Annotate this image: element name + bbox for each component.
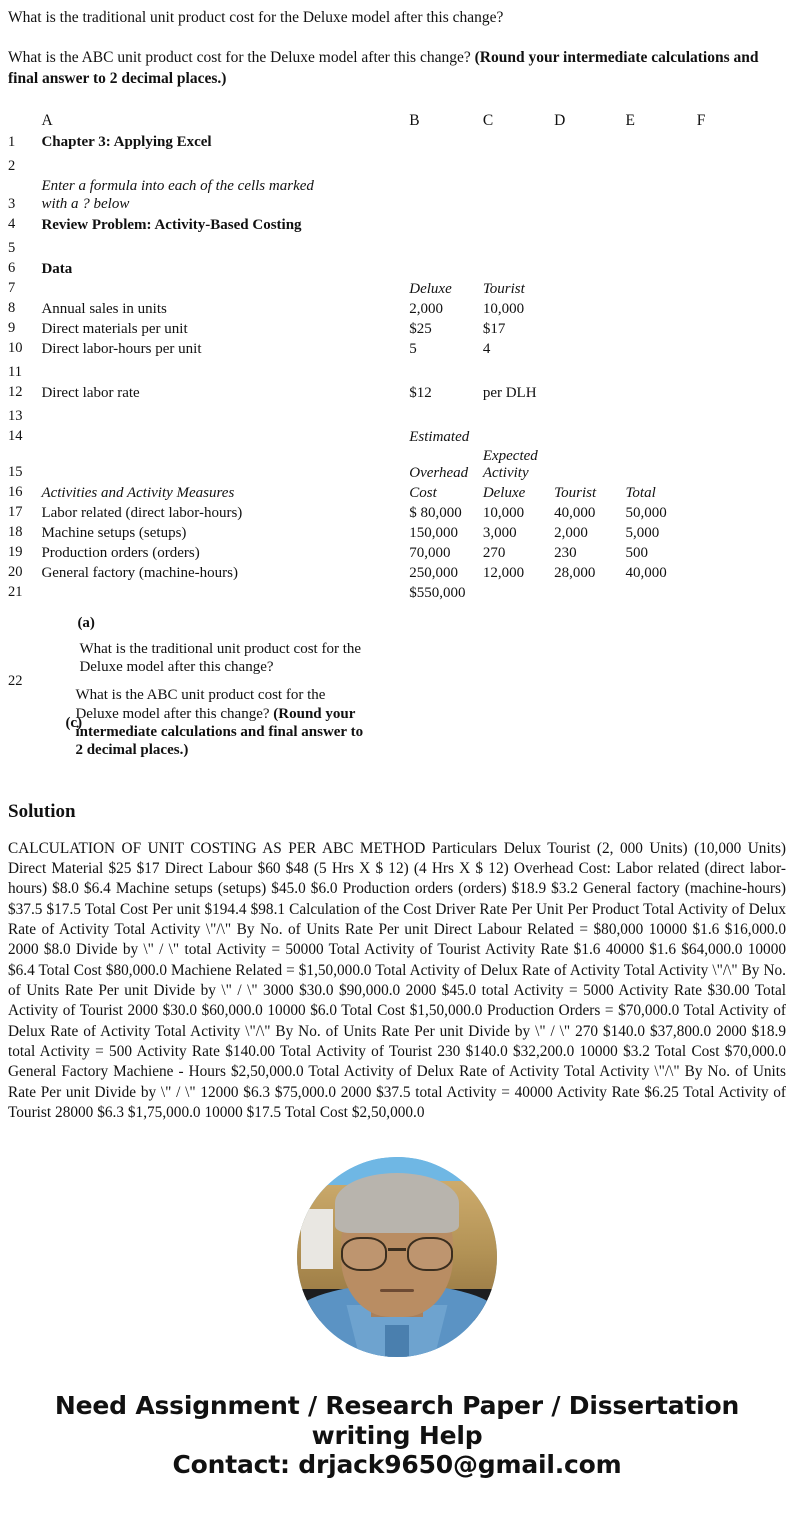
cell-d-text: 40,000: [554, 504, 596, 521]
cell-c-text: $17: [482, 320, 506, 337]
cell-f[interactable]: [697, 176, 786, 215]
cell-a[interactable]: [41, 523, 409, 543]
cell-a[interactable]: [41, 235, 409, 259]
cell-b[interactable]: [409, 447, 483, 483]
cell-b-text: 250,000: [409, 564, 458, 581]
question-c-plain: What is the ABC unit product cost for the Deluxe model after this change?: [75, 687, 326, 722]
cell-f[interactable]: [697, 132, 786, 152]
cell-f[interactable]: [697, 447, 786, 483]
cell-e[interactable]: [625, 383, 696, 403]
cell-e[interactable]: [625, 152, 696, 176]
sheet-row: [8, 563, 786, 583]
cell-b[interactable]: [409, 583, 483, 603]
cell-a[interactable]: [41, 359, 409, 383]
cell-a[interactable]: [41, 132, 409, 152]
cell-b-text: Overhead: [409, 464, 469, 481]
cell-b-text: $25: [409, 320, 432, 337]
cell-f[interactable]: [697, 383, 786, 403]
solution-heading: Solution: [8, 800, 76, 822]
intro-question-traditional: What is the traditional unit product cost for the Deluxe model after this change?: [8, 9, 504, 26]
cell-b[interactable]: [409, 523, 483, 543]
cell-f[interactable]: [697, 427, 786, 447]
cell-b-text: 5: [409, 340, 417, 357]
row-number: 14: [8, 428, 23, 445]
sheet-row: [8, 403, 786, 427]
cell-c[interactable]: [483, 523, 554, 543]
cell-b[interactable]: [409, 383, 483, 403]
cell-b-text: $12: [409, 384, 432, 401]
cell-e[interactable]: [625, 403, 696, 427]
cell-d[interactable]: [554, 319, 625, 339]
row-number: 4: [8, 216, 16, 233]
cell-a-questions[interactable]: [41, 603, 786, 761]
cell-b[interactable]: [409, 279, 483, 299]
cell-f[interactable]: [697, 583, 786, 603]
row-number: 7: [8, 280, 16, 297]
cell-c[interactable]: [483, 319, 554, 339]
sheet-row: [8, 235, 786, 259]
cell-b-text: Estimated: [409, 428, 470, 445]
question-c-emphasis: (Round your intermediate calculations and final answer to 2 decimal places.): [75, 705, 364, 759]
cell-c-text: Tourist: [482, 280, 525, 297]
cell-f[interactable]: [697, 299, 786, 319]
cell-a[interactable]: [41, 427, 409, 447]
avatar-eyeglass-left: [341, 1237, 387, 1271]
cell-a[interactable]: [41, 299, 409, 319]
cell-d[interactable]: [554, 583, 625, 603]
cell-a-text: Activities and Activity Measures: [41, 484, 235, 501]
cell-b[interactable]: [409, 359, 483, 383]
cell-e-text: 40,000: [625, 564, 667, 581]
cell-b[interactable]: [409, 215, 483, 235]
cell-d[interactable]: [554, 215, 625, 235]
sheet-row: [8, 543, 786, 563]
excel-sheet: [8, 111, 786, 760]
cell-e[interactable]: [625, 259, 696, 279]
cell-f[interactable]: [697, 503, 786, 523]
row-number: 12: [8, 384, 23, 401]
cell-c[interactable]: [483, 447, 554, 483]
cell-c[interactable]: [483, 215, 554, 235]
cell-d[interactable]: [554, 543, 625, 563]
row-number: 2: [8, 157, 16, 174]
sheet-row: [8, 583, 786, 603]
cell-a[interactable]: [41, 259, 409, 279]
cell-f[interactable]: [697, 339, 786, 359]
cell-a-text: Data: [41, 260, 73, 277]
avatar-mouth: [380, 1289, 414, 1292]
cell-d[interactable]: [554, 176, 625, 215]
cell-a[interactable]: [41, 152, 409, 176]
cell-e[interactable]: [625, 279, 696, 299]
cell-c-text: 3,000: [482, 524, 517, 541]
cell-a[interactable]: [41, 403, 409, 427]
cell-a[interactable]: [41, 563, 409, 583]
promo-footer: [8, 1391, 786, 1500]
cell-c-text: per DLH: [482, 384, 537, 401]
cell-a[interactable]: [41, 483, 409, 503]
cell-a-text: Labor related (direct labor-hours): [41, 504, 243, 521]
sheet-row: [8, 447, 786, 483]
cell-d-text: 28,000: [554, 564, 596, 581]
sheet-row: [8, 215, 786, 235]
cell-b[interactable]: [409, 259, 483, 279]
sheet-row: [8, 427, 786, 447]
cell-b[interactable]: [409, 427, 483, 447]
corner-cell: [8, 111, 41, 132]
cell-e[interactable]: [625, 359, 696, 383]
sheet-row: [8, 152, 786, 176]
cell-a-text: General factory (machine-hours): [41, 564, 239, 581]
sheet-row: [8, 319, 786, 339]
sheet-row: [8, 383, 786, 403]
cell-f[interactable]: [697, 563, 786, 583]
cell-f[interactable]: [697, 259, 786, 279]
cell-f[interactable]: [697, 215, 786, 235]
cell-d[interactable]: [554, 359, 625, 383]
cell-b-text: $550,000: [409, 584, 466, 601]
cell-b[interactable]: [409, 339, 483, 359]
column-header-f: F: [696, 112, 706, 130]
cell-d[interactable]: [554, 235, 625, 259]
row-number: 22: [8, 672, 23, 689]
question-c-label: (c): [65, 714, 83, 731]
sheet-row: [8, 176, 786, 215]
cell-d[interactable]: [554, 383, 625, 403]
avatar-background-panel: [301, 1209, 333, 1269]
cell-a[interactable]: [41, 339, 409, 359]
cell-b-text: 150,000: [409, 524, 458, 541]
cell-c[interactable]: [483, 583, 554, 603]
column-header-e: E: [625, 112, 635, 130]
sheet-row: [8, 132, 786, 152]
cell-c[interactable]: [483, 503, 554, 523]
cell-b[interactable]: [409, 543, 483, 563]
cell-f[interactable]: [697, 319, 786, 339]
row-number: 16: [8, 484, 23, 501]
cell-a-text: Machine setups (setups): [41, 524, 187, 541]
row-number: 10: [8, 340, 23, 357]
cell-c[interactable]: [483, 152, 554, 176]
cell-b[interactable]: [409, 483, 483, 503]
cell-d[interactable]: [554, 483, 625, 503]
portrait-container: [8, 1157, 786, 1357]
cell-e[interactable]: [625, 176, 696, 215]
cell-a-text: Chapter 3: Applying Excel: [41, 133, 212, 150]
cell-d[interactable]: [554, 427, 625, 447]
promo-line-1: Need Assignment / Research Paper / Dissertation: [54, 1391, 740, 1421]
sheet-row: [8, 339, 786, 359]
cell-b[interactable]: [409, 176, 483, 215]
cell-e[interactable]: [625, 339, 696, 359]
cell-c-text: Deluxe: [482, 484, 526, 501]
cell-c[interactable]: [483, 176, 554, 215]
cell-c[interactable]: [483, 427, 554, 447]
cell-b-text: 2,000: [409, 300, 443, 317]
cell-e[interactable]: [625, 483, 696, 503]
cell-c[interactable]: [483, 483, 554, 503]
instructor-avatar: [297, 1157, 497, 1357]
cell-c[interactable]: [483, 563, 554, 583]
sheet-row: [8, 259, 786, 279]
cell-d[interactable]: [554, 339, 625, 359]
row-number: 15: [8, 464, 23, 481]
cell-a-text: Production orders (orders): [41, 544, 200, 561]
cell-c[interactable]: [483, 259, 554, 279]
cell-f[interactable]: [697, 403, 786, 427]
cell-e[interactable]: [625, 583, 696, 603]
row-number: 1: [8, 133, 16, 150]
cell-d[interactable]: [554, 259, 625, 279]
cell-d-text: 2,000: [554, 524, 588, 541]
avatar-eyeglass-bridge: [388, 1248, 406, 1251]
sheet-column-header-row: [8, 111, 786, 132]
cell-c-text: 270: [482, 544, 506, 561]
row-number: 18: [8, 524, 23, 541]
sheet-row: [8, 523, 786, 543]
cell-c[interactable]: [483, 359, 554, 383]
cell-e[interactable]: [625, 132, 696, 152]
cell-e[interactable]: [625, 427, 696, 447]
avatar-eyeglass-right: [407, 1237, 453, 1271]
cell-c[interactable]: [483, 279, 554, 299]
row-number: 21: [8, 584, 23, 601]
avatar-hair: [335, 1173, 459, 1233]
cell-c-text: 4: [482, 340, 491, 357]
cell-f[interactable]: [697, 543, 786, 563]
sheet-row: [8, 299, 786, 319]
cell-b[interactable]: [409, 152, 483, 176]
cell-c[interactable]: [483, 235, 554, 259]
cell-a-text: Annual sales in units: [41, 300, 167, 317]
cell-b-text: 70,000: [409, 544, 451, 561]
cell-d[interactable]: [554, 523, 625, 543]
cell-d[interactable]: [554, 132, 625, 152]
cell-d[interactable]: [554, 563, 625, 583]
cell-b[interactable]: [409, 299, 483, 319]
row-number: 20: [8, 564, 23, 581]
cell-d[interactable]: [554, 152, 625, 176]
question-a-label: (a): [77, 614, 95, 631]
column-header-b: B: [409, 112, 420, 130]
cell-a-text: Direct labor-hours per unit: [41, 340, 202, 357]
cell-c-text: 12,000: [482, 564, 525, 581]
cell-e-text: 500: [625, 544, 648, 561]
cell-e[interactable]: [625, 319, 696, 339]
column-header-a: A: [41, 112, 53, 130]
cell-b[interactable]: [409, 235, 483, 259]
cell-a-text: Direct materials per unit: [41, 320, 188, 337]
cell-e-text: 50,000: [625, 504, 667, 521]
cell-b-text: Deluxe: [409, 280, 452, 297]
intro-question-abc: [8, 28, 786, 89]
column-header-d: D: [554, 112, 566, 130]
cell-b[interactable]: [409, 503, 483, 523]
cell-a[interactable]: [41, 279, 409, 299]
cell-b[interactable]: [409, 132, 483, 152]
cell-e[interactable]: [625, 523, 696, 543]
row-number: 6: [8, 260, 16, 277]
sheet-row: [8, 503, 786, 523]
cell-a[interactable]: [41, 383, 409, 403]
cell-d[interactable]: [554, 503, 625, 523]
sheet-row: [8, 359, 786, 383]
cell-e[interactable]: [625, 563, 696, 583]
cell-e-text: 5,000: [625, 524, 660, 541]
sheet-row-questions: [8, 603, 786, 761]
row-number: 8: [8, 300, 16, 317]
row-number: 5: [8, 240, 16, 257]
cell-c[interactable]: [483, 132, 554, 152]
cell-d-text: 230: [554, 544, 577, 561]
cell-a-text: Direct labor rate: [41, 384, 140, 401]
cell-d[interactable]: [554, 403, 625, 427]
intro-question-abc-text: What is the ABC unit product cost for the Deluxe model after this change?: [8, 49, 475, 67]
cell-e[interactable]: [625, 503, 696, 523]
promo-line-2: writing Help: [311, 1420, 483, 1450]
cell-f[interactable]: [697, 523, 786, 543]
cell-c-text: Expected Activity: [482, 447, 538, 481]
cell-d-text: Tourist: [554, 484, 597, 501]
cell-d[interactable]: [554, 279, 625, 299]
cell-f[interactable]: [697, 279, 786, 299]
cell-b-text: Cost: [409, 484, 437, 501]
sheet-body: [8, 132, 786, 761]
avatar-tie: [385, 1325, 409, 1357]
cell-e[interactable]: [625, 447, 696, 483]
cell-c[interactable]: [483, 383, 554, 403]
cell-a[interactable]: [41, 176, 409, 215]
row-number: 17: [8, 504, 23, 521]
cell-e[interactable]: [625, 215, 696, 235]
sheet-row: [8, 483, 786, 503]
cell-c-text: 10,000: [482, 504, 525, 521]
cell-a[interactable]: [41, 503, 409, 523]
cell-c[interactable]: [483, 339, 554, 359]
cell-a[interactable]: [41, 543, 409, 563]
row-number: 19: [8, 544, 23, 561]
question-a-text: What is the traditional unit product cost for the Deluxe model after this change?: [79, 640, 362, 676]
cell-b[interactable]: [409, 403, 483, 427]
promo-line-3: Contact: drjack9650@gmail.com: [172, 1450, 622, 1480]
cell-a[interactable]: [41, 583, 409, 603]
cell-a[interactable]: [41, 447, 409, 483]
cell-a-text: Enter a formula into each of the cells marked with a ? below: [41, 177, 314, 213]
row-number: 11: [8, 364, 22, 381]
row-number: 13: [8, 408, 23, 425]
sheet-row: [8, 279, 786, 299]
cell-a-text: Review Problem: Activity-Based Costing: [41, 216, 302, 233]
column-header-c: C: [482, 112, 494, 130]
row-number: 3: [8, 196, 16, 213]
intro-question-abc-emphasis: (Round your intermediate calculations and final answer to 2 decimal places.): [8, 49, 759, 87]
row-number: 9: [8, 320, 16, 337]
cell-e[interactable]: [625, 235, 696, 259]
cell-b-text: $ 80,000: [409, 504, 462, 521]
solution-text: CALCULATION OF UNIT COSTING AS PER ABC METHOD Particulars Delux Tourist (2, 000 Units) (10,000 Units) Direct Material $25 $17 Direct Labour $60 $48 (5 Hrs X $ 12) (4 Hrs X $ 12) Overhead Cost: Labor related (direct labor-hours) $8.0 $6.4 Machine setups (setups) $45.0 $6.0 Production orders (orders) $18.9 $3.2 General factory (machine-hours) $37.5 $17.5 Total Cost Per unit $194.4 $98.1 Calculation of the Cost Driver Rate Per Unit Per Product Total Activity of Delux Rate of Activity Total Activity \"/\" By No. of Units Rate Per unit Direct Labour Related = $80,000 10000 $1.6 $16,000.0 2000 $8.0 Divide by \" / \" total Activity = 50000 Total Activity of Tourist Activity Rate $1.6 40000 $1.6 $64,000.0 10000 $6.4 Total Cost $80,000.0 Machiene Related = $1,50,000.0 Total Activity of Delux Rate of Activity Total Activity \"/\" By No. of Units Rate Per unit Divide by \" / \" 3000 $30.0 $90,000.0 2000 $45.0 total Activity = 5000 Activity Rate $30.00 Total Activity of Tourist 2000 $30.0 $60,000.0 10000 $6.0 Total Cost $1,50,000.0 Production Orders = $70,000.0 Total Activity of Delux Rate of Activity Total Activity \"/\" By No. of Units Rate Per unit Divide by \" / \" 270 $140.0 $37,800.0 2000 $18.9 total Activity = 500 Activity Rate $140.00 Total Activity of Tourist 230 $140.0 $32,200.0 10000 $3.2 Total Cost $70,000.0 General Factory Machiene - Hours $2,50,000.0 Total Activity of Delux Rate of Activity Total Activity \"/\" By No. of Units Rate Per unit Divide by \" / \" 12000 $6.3 $75,000.0 2000 $37.5 total Activity = 40000 Activity Rate $6.25 Total Activity of Tourist 28000 $6.3 $1,75,000.0 10000 $17.5 Total Cost $2,50,000.0: [8, 839, 786, 1121]
cell-c-text: 10,000: [482, 300, 525, 317]
cell-d[interactable]: [554, 299, 625, 319]
cell-b[interactable]: [409, 563, 483, 583]
cell-e[interactable]: [625, 299, 696, 319]
cell-d[interactable]: [554, 447, 625, 483]
cell-b[interactable]: [409, 319, 483, 339]
cell-f[interactable]: [697, 483, 786, 503]
cell-a[interactable]: [41, 215, 409, 235]
cell-c[interactable]: [483, 403, 554, 427]
cell-f[interactable]: [697, 152, 786, 176]
cell-e-text: Total: [625, 484, 656, 501]
cell-f[interactable]: [697, 359, 786, 383]
cell-c[interactable]: [483, 299, 554, 319]
cell-c[interactable]: [483, 543, 554, 563]
cell-e[interactable]: [625, 543, 696, 563]
question-c-row: [41, 676, 786, 759]
cell-f[interactable]: [697, 235, 786, 259]
cell-a[interactable]: [41, 319, 409, 339]
question-c-text: [75, 686, 365, 759]
